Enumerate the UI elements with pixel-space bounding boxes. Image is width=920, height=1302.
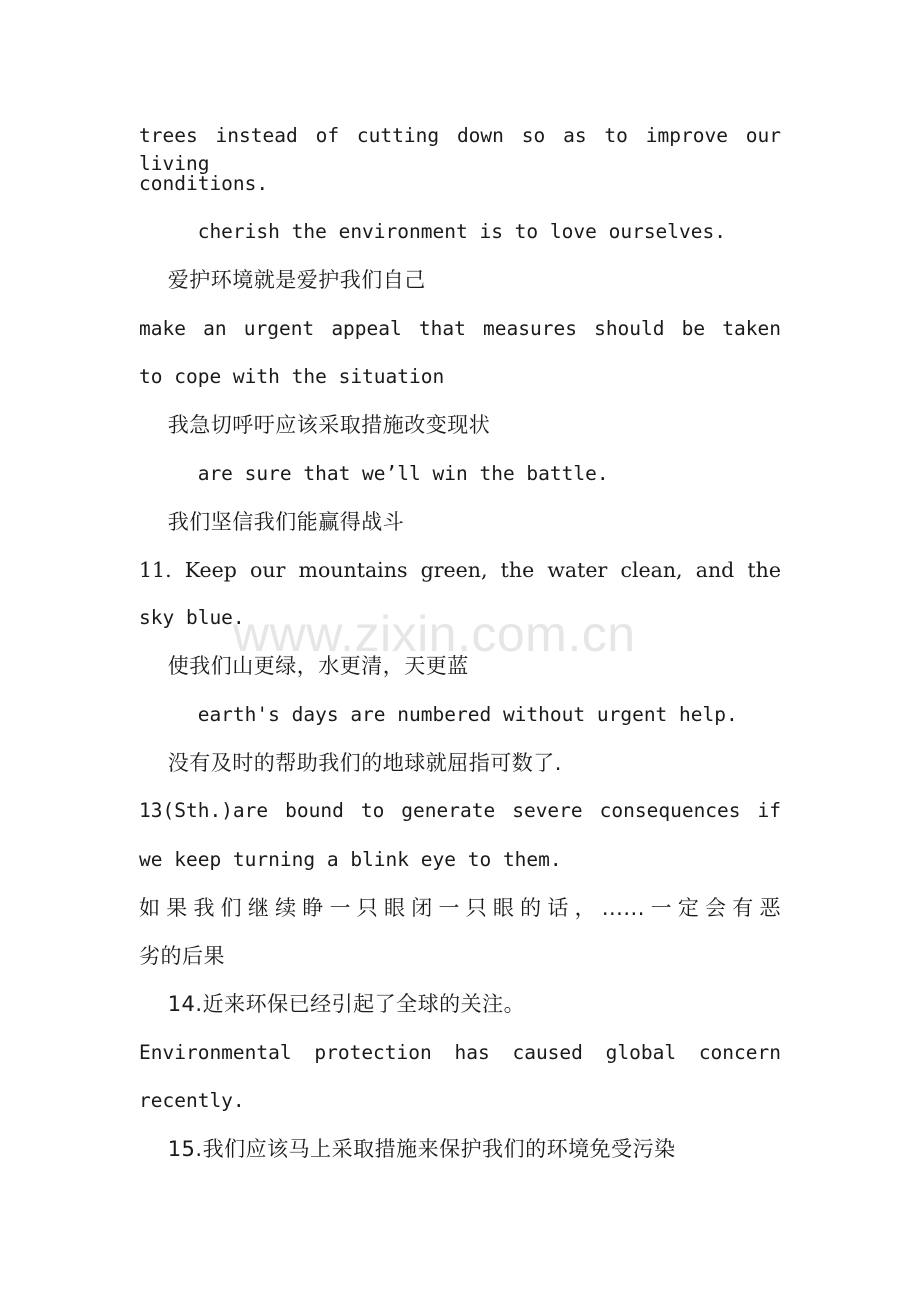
- text-line-14: 没有及时的帮助我们的地球就屈指可数了.: [139, 751, 562, 775]
- text-line-9: 我们坚信我们能赢得战斗: [139, 510, 405, 534]
- text-line-6: to cope with the situation: [139, 365, 445, 388]
- watermark: www.zixin.com.cn: [233, 606, 636, 662]
- text-line-16: we keep turning a blink eye to them.: [139, 848, 562, 871]
- text-line-2: conditions.: [139, 172, 269, 195]
- text-line-7: 我急切呼吁应该采取措施改变现状: [139, 413, 491, 437]
- text-line-3: cherish the environment is to love ourselves.: [139, 220, 726, 243]
- text-line-21: recently.: [139, 1089, 245, 1112]
- text-line-13: earth's days are numbered without urgent help.: [139, 703, 738, 726]
- text-line-22: 15.我们应该马上采取措施来保护我们的环境免受污染: [139, 1137, 676, 1161]
- text-line-18: 劣的后果: [139, 944, 225, 968]
- text-line-15: 13(Sth.)are bound to generate severe consequences if: [139, 799, 781, 822]
- text-line-11: sky blue.: [139, 606, 245, 629]
- text-line-1: trees instead of cutting down so as to improve our living: [139, 124, 781, 175]
- text-line-19: 14.近来环保已经引起了全球的关注。: [139, 992, 526, 1016]
- text-line-5: make an urgent appeal that measures should be taken: [139, 317, 781, 340]
- text-line-4: 爱护环境就是爱护我们自己: [139, 268, 426, 292]
- text-line-20: Environmental protection has caused global concern: [139, 1041, 781, 1064]
- text-line-8: are sure that we’ll win the battle.: [139, 462, 609, 485]
- text-line-17: 如果我们继续睁一只眼闭一只眼的话，......一定会有恶: [139, 896, 781, 920]
- text-line-12: 使我们山更绿，水更清，天更蓝: [139, 654, 469, 678]
- text-line-10: 11. Keep our mountains green, the water clean, and the: [139, 558, 781, 582]
